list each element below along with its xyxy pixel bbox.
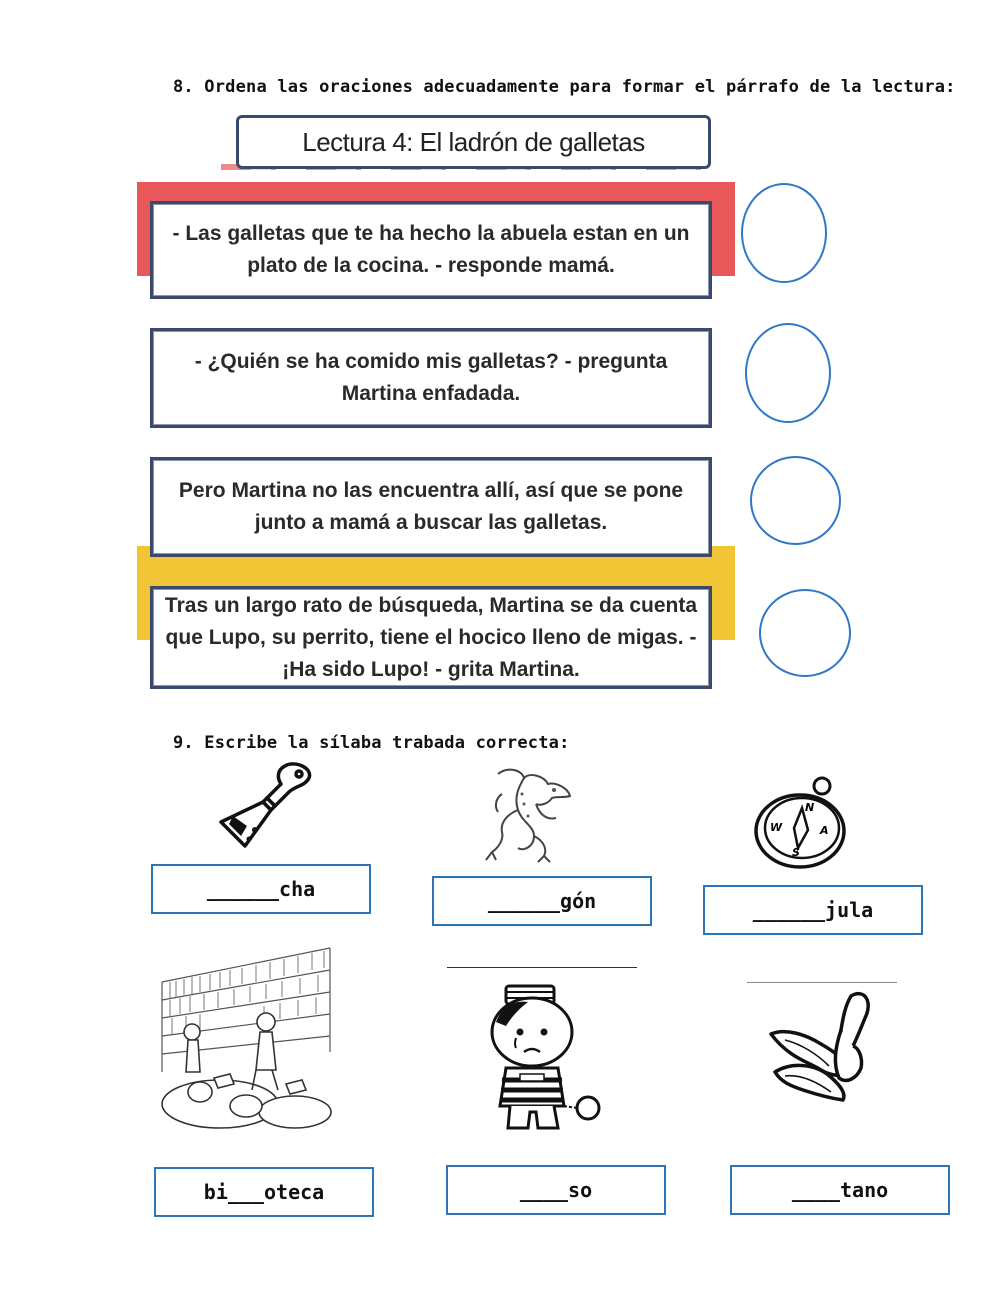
library-icon bbox=[160, 942, 335, 1132]
answer-box-5[interactable] bbox=[446, 1165, 666, 1215]
answer-box-3[interactable] bbox=[703, 885, 923, 935]
question-9-title: 9. Escribe la sílaba trabada correcta: bbox=[173, 733, 570, 753]
banana-icon bbox=[765, 988, 880, 1103]
answer-text-5: ____so bbox=[519, 1178, 593, 1202]
order-circle-1[interactable] bbox=[741, 183, 827, 283]
sentence-text-1: - Las galletas que te ha hecho la abuela estan en un plato de la cocina. - responde mamá. bbox=[172, 222, 690, 277]
answer-box-6[interactable] bbox=[730, 1165, 950, 1215]
answer-text-1: ______cha bbox=[206, 877, 316, 901]
sentence-card-4[interactable] bbox=[150, 586, 712, 689]
prisoner-icon bbox=[484, 982, 604, 1134]
compass-letter-w: W bbox=[770, 821, 783, 834]
divider-line-2 bbox=[747, 982, 897, 983]
compass-letter-n: N bbox=[805, 801, 815, 814]
sentence-card-3[interactable] bbox=[150, 457, 712, 557]
dragon-icon bbox=[478, 764, 578, 864]
reading-title: Lectura 4: El ladrón de galletas bbox=[236, 115, 711, 169]
answer-text-2: ______gón bbox=[487, 889, 597, 913]
answer-text-6: ____tano bbox=[791, 1178, 889, 1202]
answer-box-2[interactable] bbox=[432, 876, 652, 926]
answer-text-4: bi___oteca bbox=[203, 1180, 325, 1204]
order-circle-3[interactable] bbox=[750, 456, 841, 545]
answer-text-3: ______jula bbox=[752, 898, 874, 922]
reading-panel bbox=[137, 110, 735, 702]
sentence-card-1[interactable] bbox=[150, 201, 712, 299]
answer-box-4[interactable] bbox=[154, 1167, 374, 1217]
compass-letter-a: A bbox=[820, 824, 829, 837]
compass-letter-s: S bbox=[792, 846, 800, 859]
paintbrush-icon bbox=[215, 760, 315, 852]
sentence-text-2: - ¿Quién se ha comido mis galletas? - pregunta Martina enfadada. bbox=[194, 350, 668, 405]
divider-line-1 bbox=[447, 967, 637, 968]
compass-icon bbox=[752, 776, 852, 871]
sentence-text-3: Pero Martina no las encuentra allí, así que se pone junto a mamá a buscar las galletas. bbox=[178, 479, 684, 534]
sentence-text-4: Tras un largo rato de búsqueda, Martina se da cuenta que Lupo, su perrito, tiene el hocico lleno de migas. - ¡Ha sido Lupo! - grita Martina. bbox=[164, 593, 698, 681]
answer-box-1[interactable] bbox=[151, 864, 371, 914]
question-8-title: 8. Ordena las oraciones adecuadamente para formar el párrafo de la lectura: bbox=[173, 77, 956, 97]
order-circle-4[interactable] bbox=[759, 589, 851, 677]
order-circle-2[interactable] bbox=[745, 323, 831, 423]
sentence-card-2[interactable] bbox=[150, 328, 712, 428]
